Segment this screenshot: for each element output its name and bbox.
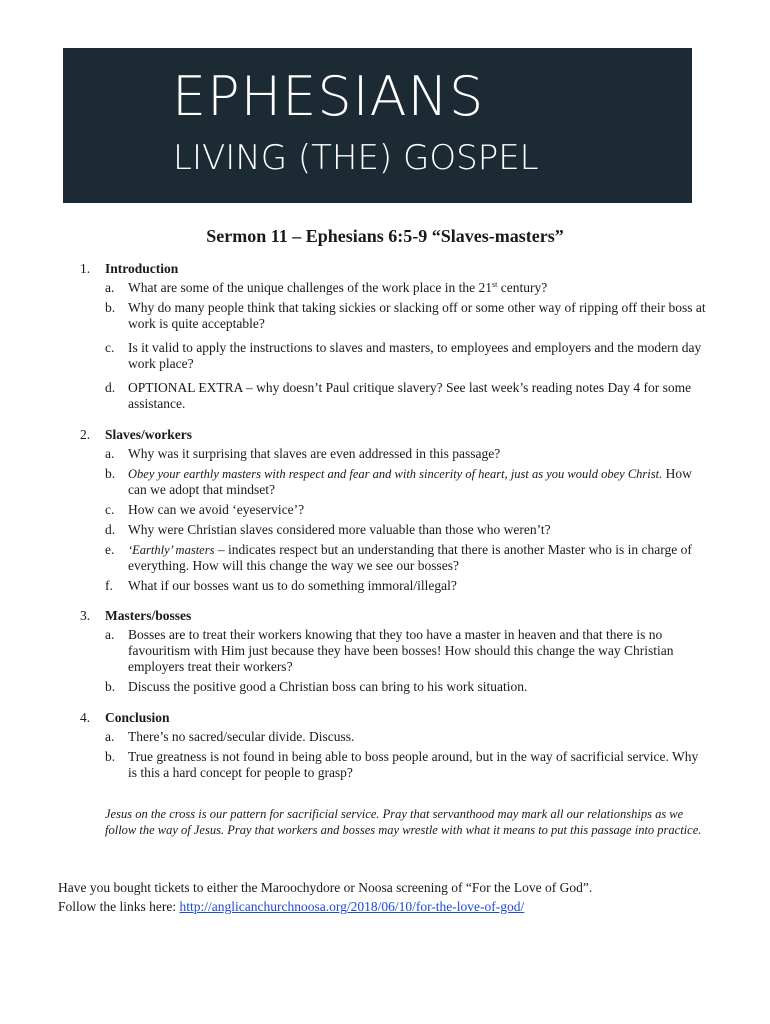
closing-prayer: Jesus on the cross is our pattern for sacrificial service. Pray that servanthood may mark all our relationships as we follow the way of Jesus. Pray that workers and bosses may wrestle with what it means to put this passage into practice. [105,807,702,837]
list-item [105,679,710,695]
section-heading: Introduction [105,261,179,276]
banner-subtitle: LIVING (THE) GOSPEL [173,138,539,178]
section-number: 3. [80,608,91,623]
item-letter: c. [105,502,115,517]
item-quote: Obey your earthly masters with respect and fear and with sincerity of heart, just as you would obey Christ. [128,467,663,481]
item-text: – indicates respect but an understanding that there is another Master who is in charge of everything. How will this change the way we see our bosses? [128,542,692,573]
list-item [105,749,710,781]
item-text: There’s no sacred/secular divide. Discuss. [128,729,355,744]
item-superscript: st [492,280,498,289]
item-text: How can we avoid ‘eyeservice’? [128,502,305,517]
item-text: Is it valid to apply the instructions to slaves and masters, to employees and employers and the modern day work place? [128,340,702,371]
footer-notice [58,878,718,916]
section-number: 2. [80,427,91,442]
list-item [105,466,710,498]
item-text: Why do many people think that taking sickies or slacking off or some other way of ripping off their boss at work is quite acceptable? [128,300,706,331]
section-heading: Masters/bosses [105,608,192,623]
section-heading: Conclusion [105,710,170,725]
item-text: OPTIONAL EXTRA – why doesn’t Paul critique slavery? See last week’s reading notes Day 4 for some assistance. [128,380,692,411]
item-letter: d. [105,522,116,537]
item-quote: ‘Earthly’ masters [128,543,215,557]
list-item [105,380,710,412]
list-item [105,542,710,574]
section-introduction [80,261,710,412]
item-letter: b. [105,749,116,764]
section-masters-bosses [80,608,710,695]
item-letter: a. [105,280,115,295]
section-slaves-workers [80,427,710,594]
item-text: How can we adopt that mindset? [128,466,692,497]
list-item [105,446,710,462]
banner-title: EPHESIANS [172,65,485,128]
item-letter: b. [105,679,116,694]
list-item [105,300,710,332]
header-banner [63,48,692,203]
item-letter: b. [105,466,116,481]
item-text: Bosses are to treat their workers knowing that they too have a master in heaven and that there is no favouritism with Him just because they have been bosses! How should this change the way Christian employers treat their workers? [128,627,674,674]
item-text: Discuss the positive good a Christian boss can bring to his work situation. [128,679,528,694]
list-item [105,340,710,372]
item-letter: f. [105,578,113,593]
list-item [105,280,710,296]
footer-line: Have you bought tickets to either the Maroochydore or Noosa screening of “For the Love of God”. [58,880,593,895]
item-text: What are some of the unique challenges of the work place in the 21 [128,280,492,295]
item-letter: e. [105,542,115,557]
section-number: 1. [80,261,91,276]
list-item [105,522,710,538]
item-letter: a. [105,627,115,642]
item-text: Why was it surprising that slaves are even addressed in this passage? [128,446,501,461]
section-heading: Slaves/workers [105,427,192,442]
event-link[interactable]: http://anglicanchurchnoosa.org/2018/06/10/for-the-love-of-god/ [179,899,525,914]
item-letter: b. [105,300,116,315]
item-letter: a. [105,729,115,744]
item-letter: d. [105,380,116,395]
item-text: True greatness is not found in being able to boss people around, but in the way of sacrificial service. Why is this a hard concept for people to grasp? [128,749,699,780]
list-item [105,578,710,594]
item-letter: c. [105,340,115,355]
list-item [105,502,710,518]
item-text: century? [497,280,548,295]
section-conclusion [80,710,710,781]
footer-prefix: Follow the links here: [58,899,180,914]
item-text: What if our bosses want us to do something immoral/illegal? [128,578,457,593]
section-number: 4. [80,710,91,725]
sermon-title: Sermon 11 – Ephesians 6:5-9 “Slaves-masters” [206,226,564,246]
item-letter: a. [105,446,115,461]
list-item [105,729,710,745]
list-item [105,627,710,675]
item-text: Why were Christian slaves considered more valuable than those who weren’t? [128,522,551,537]
